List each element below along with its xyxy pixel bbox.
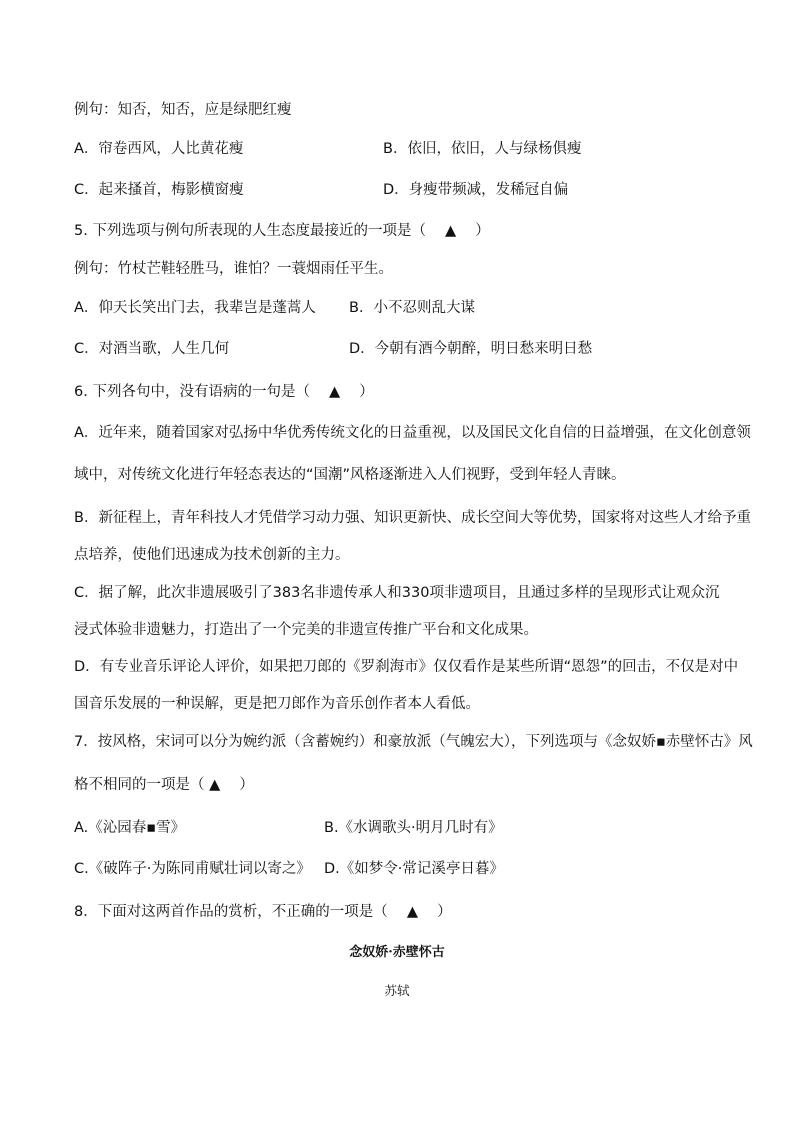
option-c-q5: C．对酒当歌，人生几何 (74, 341, 230, 357)
option-c-q7: C.《破阵子·为陈同甫赋壮词以寄之》 (74, 861, 311, 877)
question-7-stem-line1: 7．按风格，宋词可以分为婉约派（含蓄婉约）和豪放派（气魄宏大），下列选项与《念奴娇▪赤壁怀古》风 (74, 734, 753, 750)
option-a-q7: A.《沁园春▪雪》 (74, 820, 186, 836)
question-6-stem: 6. 下列各句中，没有语病的一句是（ ▲ ） (74, 384, 374, 400)
option-b-q5: B．小不忍则乱大谋 (349, 300, 475, 316)
option-d-q6-line1: D．有专业音乐评论人评价，如果把刀郎的《罗刹海市》仅仅看作是某些所谓“恩怨”的回击，不仅是对中 (74, 659, 739, 675)
option-b-q6-line2: 点培养，使他们迅速成为技术创新的主力。 (74, 547, 350, 563)
example-line (74, 100, 292, 120)
example-text: 例句：知否，知否，应是绿肥红瘦 (74, 102, 292, 118)
option-c-q6-line1: C．据了解，此次非遗展吸引了383名非遗传承人和330项非遗项目，且通过多样的呈现形式让观众沉 (74, 585, 720, 601)
option-d-q7: D.《如梦令·常记溪亭日暮》 (324, 861, 504, 877)
option-a-q5: A．仰天长笑出门去，我辈岂是蓬蒿人 (74, 300, 316, 316)
option-c-q4: C．起来搔首，梅影横窗瘦 (74, 182, 244, 198)
option-a-q6-line2: 域中，对传统文化进行年轻态表达的“国潮”风格逐渐进入人们视野，受到年轻人青睐。 (74, 467, 626, 483)
poem-title: 念奴娇·赤壁怀古 (349, 945, 445, 960)
option-a-q4: A．帘卷西风，人比黄花瘦 (74, 141, 244, 157)
option-d-q5: D．今朝有酒今朝醉，明日愁来明日愁 (349, 341, 593, 357)
option-d-q4: D．身瘦带频减，发稀冠自偏 (383, 182, 569, 198)
question-8-stem: 8．下面对这两首作品的赏析，不正确的一项是（ ▲ ） (74, 904, 452, 920)
question-7-stem-line2: 格不相同的一项是（ ▲ ） (74, 777, 254, 793)
option-c-q6-line2: 浸式体验非遗魅力，打造出了一个完美的非遗宣传推广平台和文化成果。 (74, 622, 538, 638)
question-5-example: 例句：竹杖芒鞋轻胜马，谁怕？一蓑烟雨任平生。 (74, 261, 393, 277)
option-b-q7: B.《水调歌头·明月几时有》 (324, 820, 503, 836)
option-a-q6-line1: A．近年来，随着国家对弘扬中华优秀传统文化的日益重视，以及国民文化自信的日益增强，在文化创意领 (74, 425, 751, 441)
option-d-q6-line2: 国音乐发展的一种误解，更是把刀郎作为音乐创作者本人看低。 (74, 696, 480, 712)
option-b-q4: B．依旧，依旧，人与绿杨俱瘦 (383, 141, 582, 157)
option-b-q6-line1: B．新征程上，青年科技人才凭借学习动力强、知识更新快、成长空间大等优势，国家将对这些人才给予重 (74, 510, 751, 526)
question-5-stem: 5. 下列选项与例句所表现的人生态度最接近的一项是（ ▲ ） (74, 223, 490, 239)
poem-author: 苏轼 (384, 983, 410, 998)
